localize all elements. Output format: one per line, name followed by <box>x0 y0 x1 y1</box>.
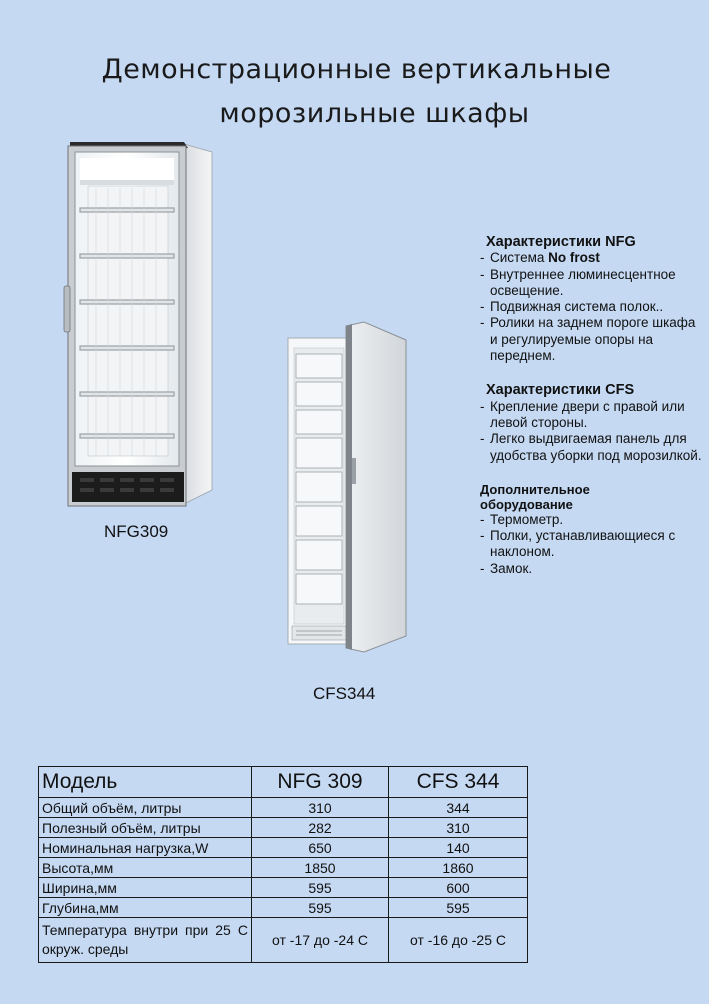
header-model: Модель <box>39 767 252 798</box>
row-value-nfg: 310 <box>252 798 389 818</box>
list-item: - Термометр. <box>480 511 564 527</box>
cfs-features-heading: Характеристики CFS <box>486 382 635 399</box>
row-label: Ширина,мм <box>39 878 252 898</box>
specifications-panel <box>480 234 705 577</box>
page-title-line-2: морозильные шкафы <box>219 98 530 129</box>
row-value-nfg: 1850 <box>252 858 389 878</box>
list-item: - Полки, устанавливающиеся с наклоном. <box>480 528 676 560</box>
row-value-nfg: 282 <box>252 818 389 838</box>
row-value-nfg: 650 <box>252 838 389 858</box>
comparison-table <box>38 766 528 963</box>
list-item: - Система No frost <box>480 250 600 266</box>
header-cfs344: CFS 344 <box>389 767 528 798</box>
list-item: - Ролики на заднем пороге шкафа и регулируемые опоры на переднем. <box>480 315 696 364</box>
list-item: - Легко выдвигаемая панель для удобства уборки под морозилкой. <box>480 431 702 463</box>
list-item: - Замок. <box>480 560 533 576</box>
row-value-nfg: 595 <box>252 878 389 898</box>
extra-equipment-heading-line-1: Дополнительное <box>480 481 590 497</box>
row-label: Высота,мм <box>39 858 252 878</box>
table-header-row <box>39 767 528 798</box>
list-item: - Подвижная система полок.. <box>480 299 664 315</box>
row-value-cfs: 310 <box>389 818 528 838</box>
row-label: Номинальная нагрузка,W <box>39 838 252 858</box>
table-row <box>39 818 528 838</box>
cfs344-freezer-image <box>282 318 412 658</box>
row-label: Глубина,мм <box>39 898 252 918</box>
header-nfg309: NFG 309 <box>252 767 389 798</box>
nfg-features-heading: Характеристики NFG <box>486 234 636 250</box>
row-label: Температура внутри при 25 С окруж. среды <box>39 918 252 963</box>
row-value-cfs: 140 <box>389 838 528 858</box>
row-value-nfg: от -17 до -24 С <box>252 918 389 963</box>
extra-equipment-heading-line-2: оборудование <box>480 496 573 512</box>
cfs344-caption: CFS344 <box>313 684 376 703</box>
page-title-line-1: Демонстрационные вертикальные <box>101 54 612 85</box>
row-value-cfs: 344 <box>389 798 528 818</box>
table-row <box>39 918 528 963</box>
list-item: - Крепление двери с правой или левой стороны. <box>480 398 685 430</box>
comparison-table-wrapper <box>38 766 528 963</box>
table-row <box>39 838 528 858</box>
table-row <box>39 898 528 918</box>
extra-equipment <box>480 482 705 577</box>
row-value-nfg: 595 <box>252 898 389 918</box>
table-row <box>39 858 528 878</box>
row-value-cfs: 595 <box>389 898 528 918</box>
cfs-features <box>480 382 705 463</box>
row-value-cfs: 600 <box>389 878 528 898</box>
nfg309-freezer-image <box>58 138 218 518</box>
row-value-cfs: от -16 до -25 С <box>389 918 528 963</box>
nfg-features <box>480 234 705 364</box>
list-item: - Внутреннее люминесцентное освещение. <box>480 266 676 298</box>
table-row <box>39 798 528 818</box>
table-row <box>39 878 528 898</box>
row-label: Полезный объём, литры <box>39 818 252 838</box>
row-label: Общий объём, литры <box>39 798 252 818</box>
nfg309-caption: NFG309 <box>104 522 169 541</box>
row-value-cfs: 1860 <box>389 858 528 878</box>
